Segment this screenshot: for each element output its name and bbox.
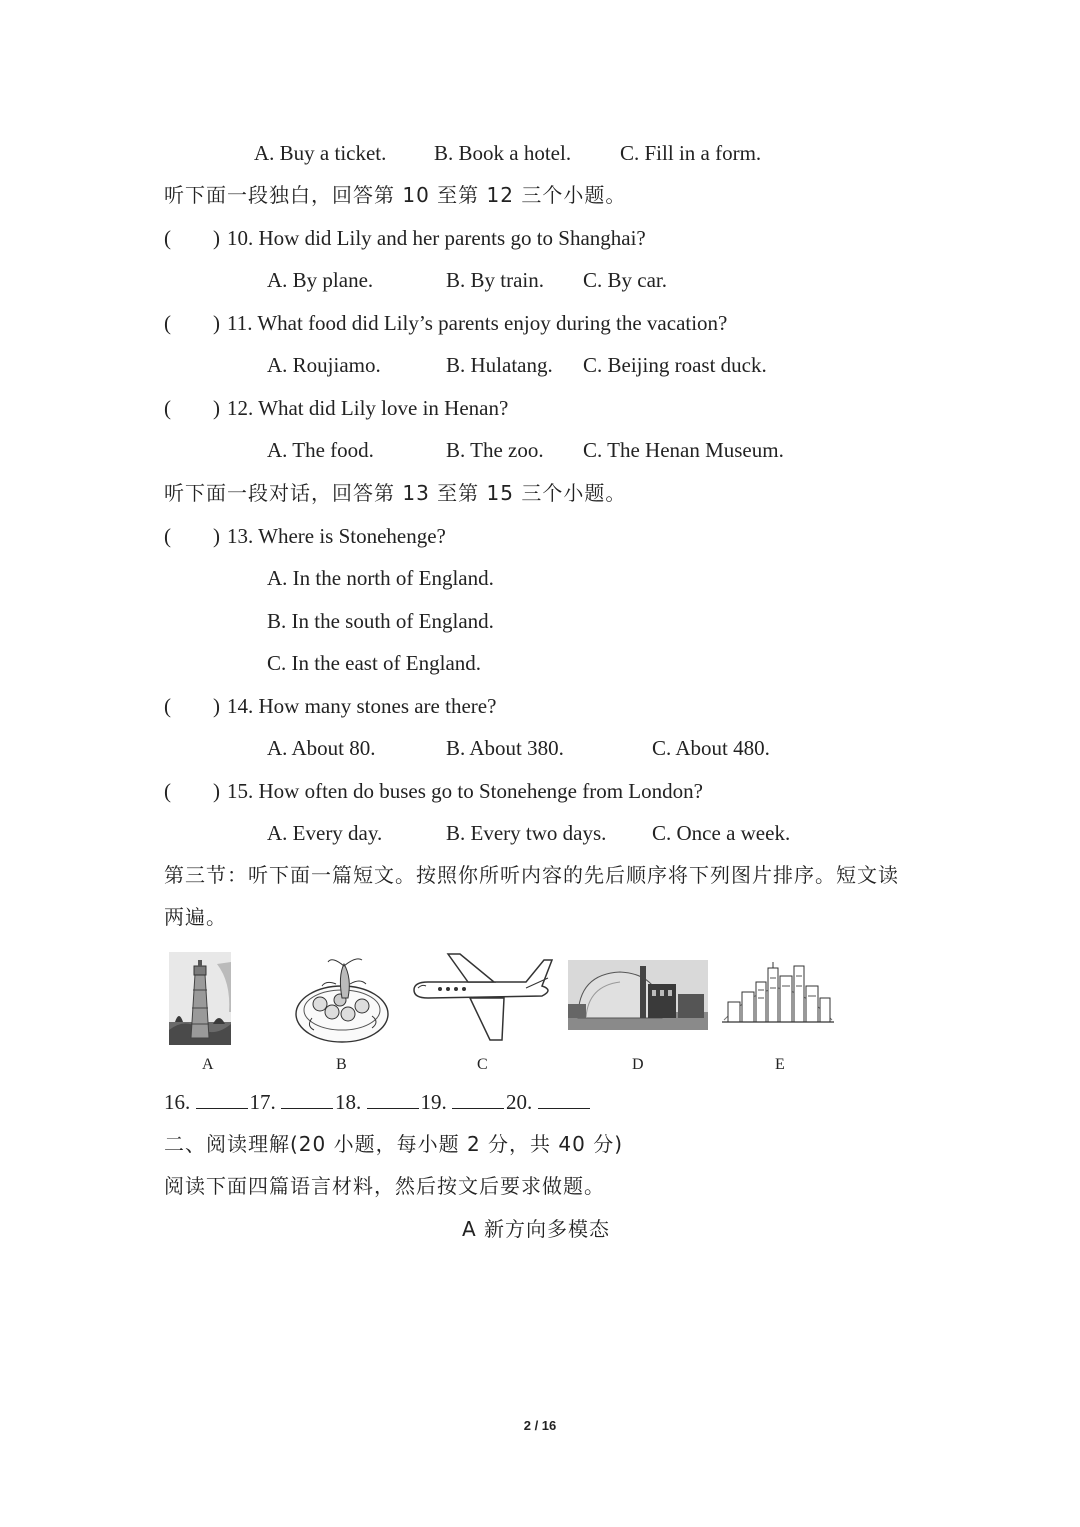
section3-instruction-line1: 第三节：听下面一篇短文。按照你所听内容的先后顺序将下列图片排序。短文读	[164, 863, 899, 887]
picture-label-a: A	[202, 1056, 214, 1073]
q9-option-a: A. Buy a ticket.	[254, 141, 387, 165]
question-12-stem: 12. What did Lily love in Henan?	[227, 396, 509, 420]
answer-paren-close: )	[213, 226, 220, 250]
question-13-stem: 13. Where is Stonehenge?	[227, 524, 446, 548]
ordering-number-18: 18.	[335, 1090, 362, 1114]
q11-option-b: B. Hulatang.	[446, 353, 553, 377]
q13-option-b: B. In the south of England.	[267, 609, 494, 633]
ordering-blank-20[interactable]	[538, 1090, 590, 1109]
q13-option-a: A. In the north of England.	[267, 566, 494, 590]
q15-option-b: B. Every two days.	[446, 821, 607, 845]
q15-option-a: A. Every day.	[267, 821, 383, 845]
ordering-number-20: 20.	[506, 1090, 533, 1114]
seafood-image	[292, 956, 392, 1046]
monologue-instruction: 听下面一段独白，回答第 10 至第 12 三个小题。	[164, 183, 627, 207]
airplane-image	[408, 952, 558, 1044]
page-number: 2 / 16	[523, 1418, 557, 1433]
answer-paren-close: )	[213, 779, 220, 803]
reading-section-heading: 二、阅读理解(20 小题，每小题 2 分，共 40 分)	[164, 1132, 624, 1156]
answer-paren-open: (	[164, 226, 171, 250]
question-14-stem: 14. How many stones are there?	[227, 694, 497, 718]
ordering-number-16: 16.	[164, 1090, 191, 1114]
question-15-stem: 15. How often do buses go to Stonehenge from London?	[227, 779, 703, 803]
answer-paren-open: (	[164, 779, 171, 803]
q14-option-b: B. About 380.	[446, 736, 564, 760]
picture-label-b: B	[336, 1056, 347, 1073]
answer-paren-close: )	[213, 524, 220, 548]
ordering-number-17: 17.	[249, 1090, 276, 1114]
answer-paren-close: )	[213, 694, 220, 718]
q11-option-c: C. Beijing roast duck.	[583, 353, 767, 377]
tower-image	[169, 952, 231, 1045]
museum-building-image	[568, 960, 708, 1030]
ordering-blank-18[interactable]	[367, 1090, 419, 1109]
ordering-blank-19[interactable]	[452, 1090, 504, 1109]
reading-instruction: 阅读下面四篇语言材料，然后按文后要求做题。	[164, 1174, 605, 1198]
answer-paren-open: (	[164, 694, 171, 718]
q10-option-a: A. By plane.	[267, 268, 374, 292]
picture-label-e: E	[775, 1056, 785, 1073]
answer-paren-close: )	[213, 396, 220, 420]
q10-option-c: C. By car.	[583, 268, 667, 292]
question-11-stem: 11. What food did Lily’s parents enjoy during the vacation?	[227, 311, 728, 335]
q12-option-b: B. The zoo.	[446, 438, 544, 462]
city-skyline-image	[722, 962, 834, 1026]
ordering-blank-16[interactable]	[196, 1090, 248, 1109]
passage-a-title: A 新方向多模态	[462, 1217, 611, 1241]
q12-option-c: C. The Henan Museum.	[583, 438, 784, 462]
q13-option-c: C. In the east of England.	[267, 651, 482, 675]
answer-paren-open: (	[164, 396, 171, 420]
picture-label-d: D	[632, 1056, 644, 1073]
q14-option-a: A. About 80.	[267, 736, 376, 760]
answer-paren-close: )	[213, 311, 220, 335]
ordering-number-19: 19.	[420, 1090, 447, 1114]
answer-paren-open: (	[164, 311, 171, 335]
q11-option-a: A. Roujiamo.	[267, 353, 381, 377]
ordering-answer-row	[164, 1088, 592, 1116]
q9-option-c: C. Fill in a form.	[620, 141, 762, 165]
picture-label-c: C	[477, 1056, 488, 1073]
ordering-blank-17[interactable]	[281, 1090, 333, 1109]
answer-paren-open: (	[164, 524, 171, 548]
q12-option-a: A. The food.	[267, 438, 374, 462]
q10-option-b: B. By train.	[446, 268, 544, 292]
q14-option-c: C. About 480.	[652, 736, 770, 760]
section3-instruction-line2: 两遍。	[164, 905, 227, 929]
q15-option-c: C. Once a week.	[652, 821, 791, 845]
dialogue-instruction: 听下面一段对话，回答第 13 至第 15 三个小题。	[164, 481, 627, 505]
q9-option-b: B. Book a hotel.	[434, 141, 572, 165]
question-10-stem: 10. How did Lily and her parents go to Shanghai?	[227, 226, 646, 250]
